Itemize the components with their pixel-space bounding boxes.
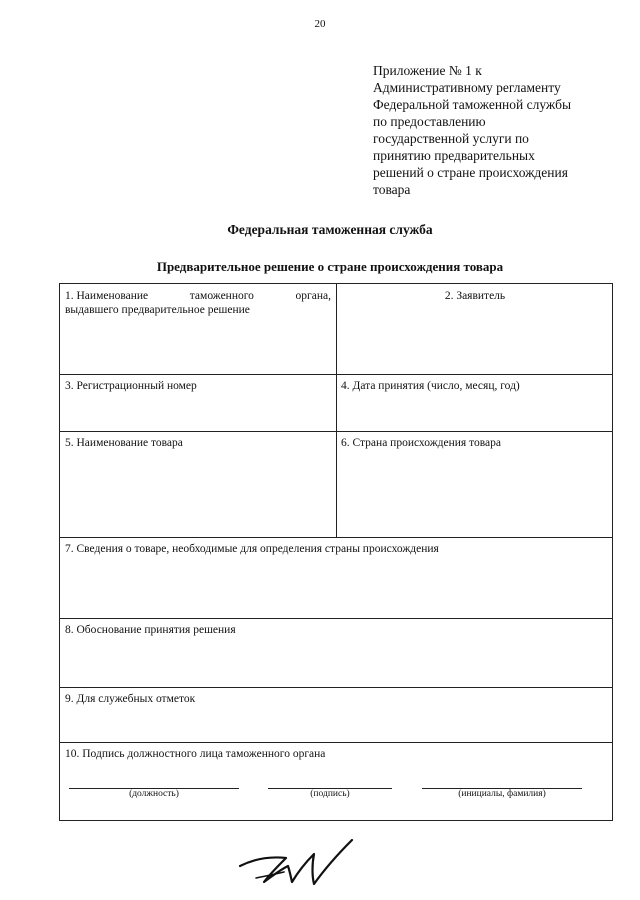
field-service-notes: 9. Для служебных отметок — [65, 693, 196, 705]
caption-signature: (подпись) — [310, 789, 350, 799]
column-divider — [336, 284, 337, 537]
appendix-line: Приложение № 1 к — [373, 63, 482, 78]
page-number: 20 — [314, 18, 326, 30]
field-label-word: органа, — [295, 290, 331, 302]
field-label-line — [65, 289, 331, 303]
field-label-word: 1. Наименование — [65, 290, 149, 302]
field-decision-date: 4. Дата принятия (число, месяц, год) — [341, 380, 520, 392]
handwritten-signature — [236, 836, 356, 892]
decision-form-table — [59, 283, 613, 821]
field-label-line: выдавшего предварительное решение — [65, 304, 250, 316]
appendix-line: государственной услуги по — [373, 131, 529, 146]
row-divider — [60, 618, 612, 619]
row-divider — [60, 687, 612, 688]
appendix-reference — [373, 62, 613, 198]
appendix-line: Федеральной таможенной службы — [373, 97, 572, 112]
caption-name: (инициалы, фамилия) — [458, 789, 546, 799]
field-applicant: 2. Заявитель — [444, 290, 506, 302]
form-title: Предварительное решение о стране происхождения товара — [156, 259, 504, 274]
field-registration-number: 3. Регистрационный номер — [65, 380, 197, 392]
row-divider — [60, 742, 612, 743]
appendix-line: решений о стране происхождения — [373, 165, 568, 180]
field-decision-justification: 8. Обоснование принятия решения — [65, 624, 236, 636]
appendix-line: по предоставлению — [373, 114, 486, 129]
field-goods-information: 7. Сведения о товаре, необходимые для определения страны происхождения — [65, 543, 439, 555]
organization-title: Федеральная таможенная служба — [227, 222, 433, 237]
field-label-word: таможенного — [189, 290, 254, 302]
field-official-signature: 10. Подпись должностного лица таможенного органа — [65, 748, 326, 760]
field-issuing-authority — [65, 289, 331, 317]
caption-position: (должность) — [129, 789, 179, 799]
appendix-line: Административному регламенту — [373, 80, 561, 95]
field-goods-name: 5. Наименование товара — [65, 437, 183, 449]
appendix-line: товара — [373, 182, 411, 197]
row-divider — [60, 537, 612, 538]
appendix-line: принятию предварительных — [373, 148, 535, 163]
field-country-of-origin: 6. Страна происхождения товара — [341, 437, 501, 449]
